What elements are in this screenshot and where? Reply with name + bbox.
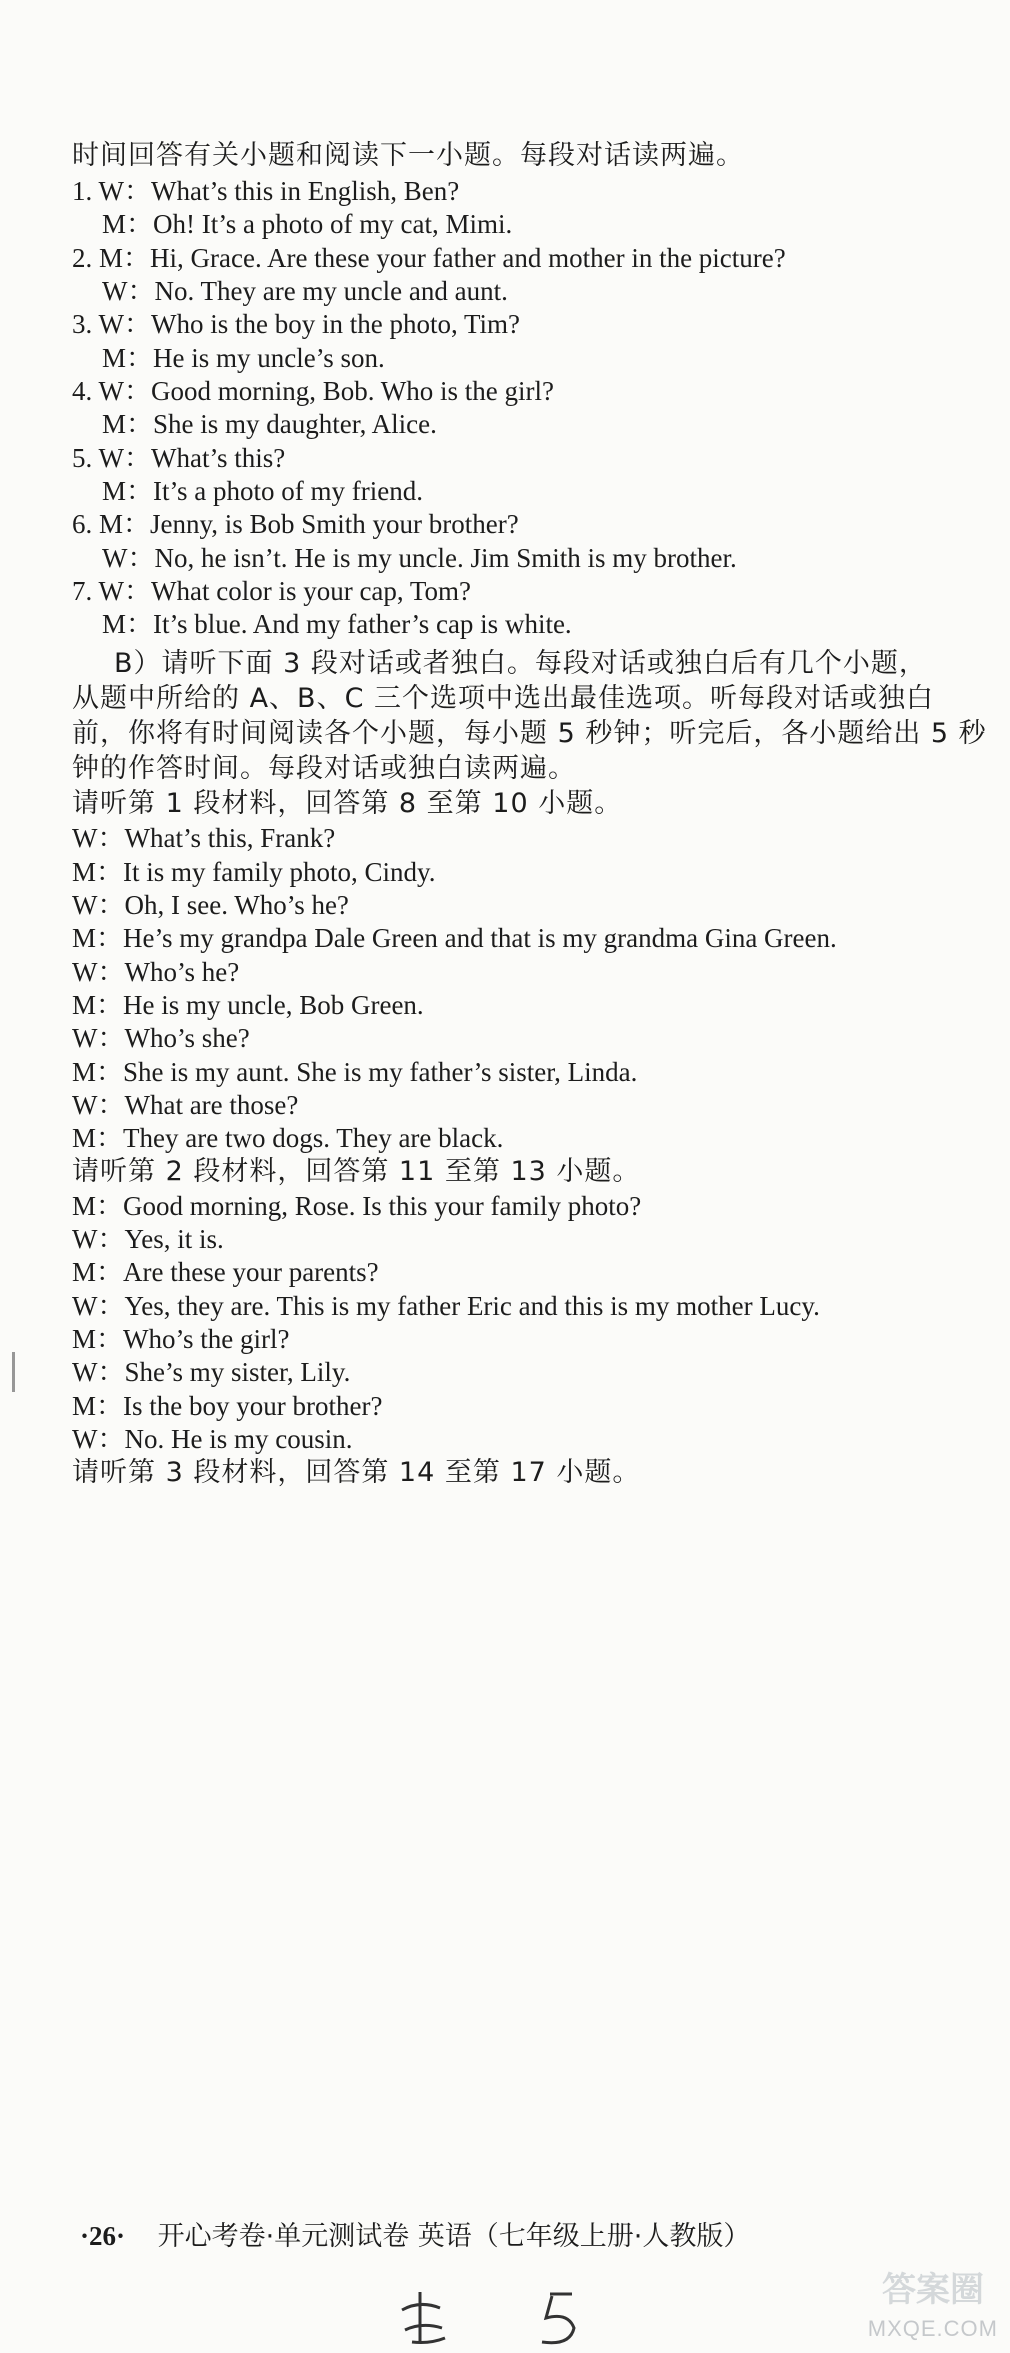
instruction-line: B）请听下面 3 段对话或者独白。每段对话或独白后有几个小题，: [114, 648, 927, 679]
dialogue-line: W：Yes, it is.: [72, 1224, 224, 1254]
dialogue-line: M：She is my daughter, Alice.: [102, 409, 437, 439]
dialogue-line: 1. W：What’s this in English, Ben?: [72, 176, 460, 206]
dialogue-line: 2. M：Hi, Grace. Are these your father and mother in the picture?: [72, 243, 786, 273]
dialogue-line: M：They are two dogs. They are black.: [72, 1123, 504, 1153]
dialogue-line: W：Yes, they are. This is my father Eric and this is my mother Lucy.: [72, 1291, 820, 1321]
instruction-line: 前，你将有时间阅读各个小题，每小题 5 秒钟；听完后，各小题给出 5 秒: [72, 718, 987, 749]
watermark-text: MXQE.COM: [867, 2316, 998, 2341]
handwritten-scribble: [390, 2282, 630, 2352]
dialogue-line: M：It’s blue. And my father’s cap is white.: [102, 609, 572, 639]
instruction-line: 钟的作答时间。每段对话或独白读两遍。: [72, 753, 576, 784]
dialogue-line: W：No, he isn’t. He is my uncle. Jim Smith is my brother.: [102, 543, 737, 573]
dialogue-line: W：What’s this, Frank?: [72, 823, 336, 853]
watermark-logo: 答案圈: [882, 2270, 984, 2310]
dialogue-line: M：He is my uncle’s son.: [102, 343, 385, 373]
dialogue-line: M：Is the boy your brother?: [72, 1391, 383, 1421]
dialogue-line: W：Who’s she?: [72, 1023, 250, 1053]
book-title: 开心考卷·单元测试卷 英语（七年级上册·人教版）: [157, 2221, 751, 2252]
dialogue-line: 5. W：What’s this?: [72, 443, 286, 473]
section-heading: 请听第 2 段材料，回答第 11 至第 13 小题。: [72, 1156, 641, 1187]
dialogue-line: 3. W：Who is the boy in the photo, Tim?: [72, 309, 521, 339]
dialogue-line: M：She is my aunt. She is my father’s sister, Linda.: [72, 1057, 638, 1087]
dialogue-line: M：Are these your parents?: [72, 1257, 379, 1287]
dialogue-line: W：No. They are my uncle and aunt.: [102, 276, 508, 306]
dialogue-line: W：She’s my sister, Lily.: [72, 1357, 351, 1387]
dialogue-line: W：Who’s he?: [72, 957, 240, 987]
dialogue-line: M：Good morning, Rose. Is this your family photo?: [72, 1191, 642, 1221]
dialogue-line: M：Oh! It’s a photo of my cat, Mimi.: [102, 209, 513, 239]
dialogue-line: 6. M：Jenny, is Bob Smith your brother?: [72, 509, 519, 539]
dialogue-line: W：Oh, I see. Who’s he?: [72, 890, 349, 920]
intro-line: 时间回答有关小题和阅读下一小题。每段对话读两遍。: [72, 140, 744, 171]
dialogue-line: 7. W：What color is your cap, Tom?: [72, 576, 472, 606]
page-footer: [80, 2214, 750, 2253]
scan-edge-mark: [12, 1352, 15, 1392]
page-number: ·26·: [80, 2221, 126, 2251]
dialogue-line: M：It’s a photo of my friend.: [102, 476, 423, 506]
section-heading: 请听第 1 段材料，回答第 8 至第 10 小题。: [72, 788, 623, 819]
watermark: [814, 2258, 1004, 2348]
dialogue-line: M：He’s my grandpa Dale Green and that is my grandma Gina Green.: [72, 923, 837, 953]
dialogue-line: M：Who’s the girl?: [72, 1324, 290, 1354]
dialogue-line: 4. W：Good morning, Bob. Who is the girl?: [72, 376, 554, 406]
dialogue-line: M：He is my uncle, Bob Green.: [72, 990, 424, 1020]
instruction-line: 从题中所给的 A、B、C 三个选项中选出最佳选项。听每段对话或独白: [72, 683, 935, 714]
dialogue-line: M：It is my family photo, Cindy.: [72, 857, 436, 887]
section-heading: 请听第 3 段材料，回答第 14 至第 17 小题。: [72, 1457, 641, 1488]
dialogue-line: W：No. He is my cousin.: [72, 1424, 353, 1454]
dialogue-line: W：What are those?: [72, 1090, 299, 1120]
